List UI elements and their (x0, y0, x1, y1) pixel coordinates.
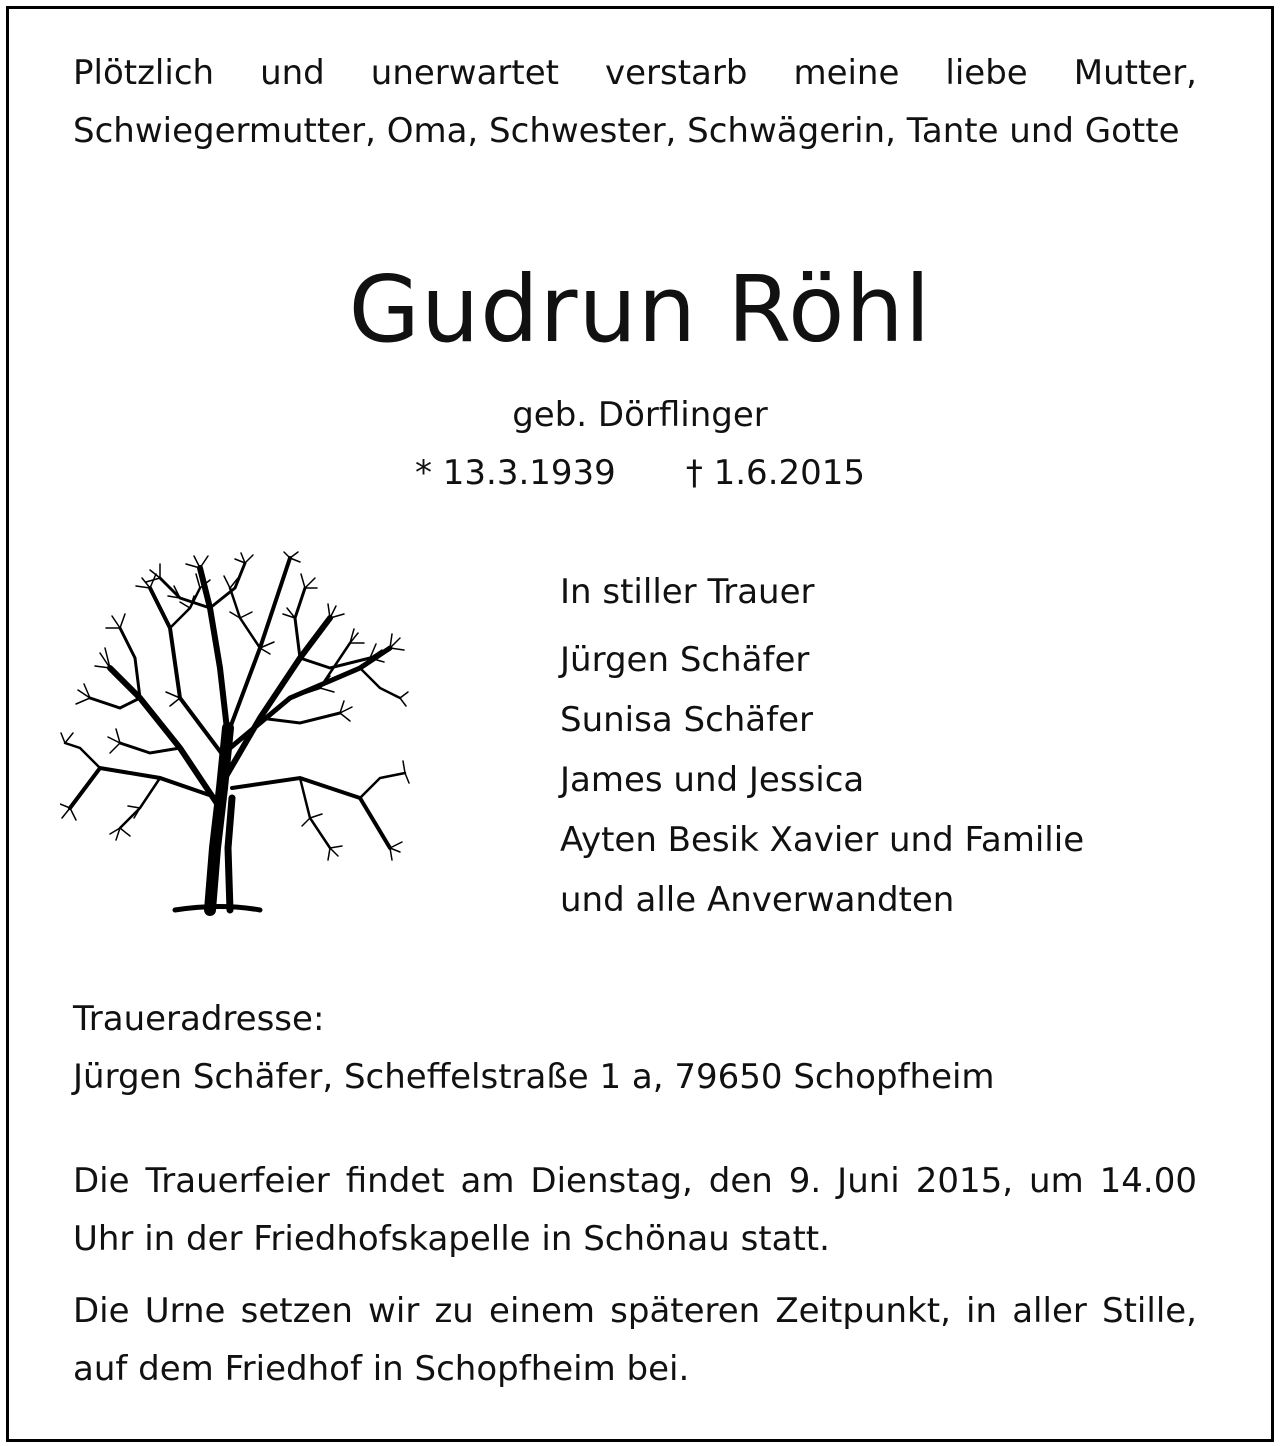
mourners-heading: In stiller Trauer (560, 572, 815, 612)
death-date: † 1.6.2015 (685, 453, 866, 493)
mourner-name: Sunisa Schäfer (560, 700, 814, 740)
intro-text: Plötzlich und unerwartet verstarb meine liebe Mutter, Schwiegermutter, Oma, Schwester, Schwägerin, Tante und Gotte (73, 53, 1197, 151)
birth-date: * 13.3.1939 (414, 453, 616, 493)
mourner-name: Jürgen Schäfer (560, 640, 810, 680)
life-dates (0, 444, 1280, 502)
birth-name: geb. Dörflinger (512, 395, 768, 435)
bare-tree-icon (60, 548, 410, 918)
ceremony-text: Die Trauerfeier findet am Dienstag, den 9. Juni 2015, um 14.00 Uhr in der Friedhofskapelle in Schönau statt. (73, 1161, 1197, 1259)
mourners-block (560, 562, 1084, 930)
address-label: Traueradresse: (73, 999, 325, 1039)
address-line: Jürgen Schäfer, Scheffelstraße 1 a, 79650 Schopfheim (73, 1057, 995, 1097)
urn-text: Die Urne setzen wir zu einem späteren Zeitpunkt, in aller Stille, auf dem Friedhof in Schopfheim bei. (73, 1291, 1197, 1389)
mourner-name: Ayten Besik Xavier und Familie (560, 820, 1085, 860)
deceased-name: Gudrun Röhl (348, 256, 932, 363)
mourner-name: James und Jessica (560, 760, 865, 800)
mourner-name: und alle Anverwandten (560, 880, 955, 920)
